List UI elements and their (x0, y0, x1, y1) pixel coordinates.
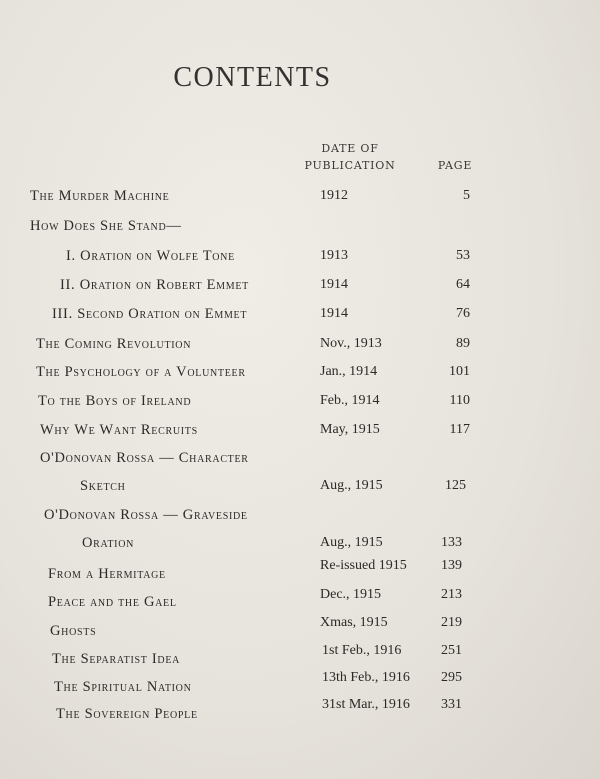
entry-title: How Does She Stand— (30, 218, 182, 234)
toc-entry (0, 503, 600, 527)
entry-title: To the Boys of Ireland (38, 393, 192, 409)
entry-title: O'Donovan Rossa — Character (40, 450, 249, 466)
entry-title: Why We Want Recruits (40, 422, 198, 438)
toc-entry (0, 644, 600, 668)
entry-date: Dec., 1915 (320, 587, 382, 602)
entry-title: Ghosts (50, 623, 97, 639)
entry-page: 53 (456, 248, 470, 263)
date-column-header (300, 140, 400, 174)
toc-entry (0, 302, 600, 326)
entry-page: 110 (449, 393, 470, 408)
date-header-line2: PUBLICATION (304, 159, 396, 172)
toc-entry (0, 558, 600, 582)
entry-date: 1914 (320, 306, 348, 321)
entry-title: The Separatist Idea (52, 651, 181, 667)
toc-entry (0, 616, 600, 640)
entry-title: O'Donovan Rossa — Graveside (44, 507, 248, 523)
entry-page: 331 (441, 697, 462, 712)
entry-date: 1913 (320, 248, 348, 263)
date-header-line1: DATE OF (321, 142, 379, 155)
entry-page: 251 (441, 643, 462, 658)
entry-date: Xmas, 1915 (320, 615, 388, 630)
entry-page: 101 (449, 364, 470, 379)
toc-entry (0, 697, 600, 724)
toc-entry (0, 389, 600, 413)
toc-entry (0, 474, 600, 498)
entry-page: 117 (449, 422, 470, 437)
entry-date: Feb., 1914 (320, 393, 380, 408)
entry-title: Sketch (80, 478, 126, 494)
entry-date: May, 1915 (320, 422, 380, 437)
entry-title: The Coming Revolution (36, 336, 192, 352)
entry-title: Peace and the Gael (48, 594, 177, 610)
entry-title: I. Oration on Wolfe Tone (66, 248, 235, 264)
entry-page: 125 (445, 478, 466, 493)
toc-entry (0, 446, 600, 470)
entry-date: 1912 (320, 188, 348, 203)
entry-page: 133 (441, 535, 462, 550)
entry-date: Re-issued 1915 (320, 558, 407, 573)
entry-date: Aug., 1915 (320, 535, 383, 550)
entry-title: II. Oration on Robert Emmet (60, 277, 249, 293)
entry-date: Nov., 1913 (320, 336, 382, 351)
entry-date: Aug., 1915 (320, 478, 383, 493)
toc-entry (0, 244, 600, 268)
entry-date: Jan., 1914 (320, 364, 378, 379)
entry-page: 295 (441, 670, 462, 685)
entry-page: 5 (463, 188, 470, 203)
entry-title: The Sovereign People (56, 706, 198, 722)
toc-entry (0, 214, 600, 238)
toc-entry (0, 332, 600, 356)
toc-entry (0, 184, 600, 208)
entry-title: The Spiritual Nation (54, 679, 192, 695)
entry-page: 219 (441, 615, 462, 630)
entry-date: 13th Feb., 1916 (322, 670, 410, 685)
entry-page: 139 (441, 558, 462, 573)
entry-date: 1914 (320, 277, 348, 292)
entry-date: 1st Feb., 1916 (322, 643, 402, 658)
entry-page: 89 (456, 336, 470, 351)
entry-page: 64 (456, 277, 470, 292)
page-title: CONTENTS (173, 62, 332, 93)
toc-entry (0, 273, 600, 297)
entry-title: III. Second Oration on Emmet (52, 306, 248, 322)
toc-entry (0, 360, 600, 384)
toc-entry (0, 418, 600, 442)
toc-entry (0, 588, 600, 612)
entry-title: From a Hermitage (48, 566, 166, 582)
entry-title: Oration (82, 535, 135, 551)
entry-title: The Murder Machine (30, 188, 170, 204)
entry-page: 76 (456, 306, 470, 321)
entry-title: The Psychology of a Volunteer (36, 364, 246, 380)
entry-page: 213 (441, 587, 462, 602)
toc-entry (0, 672, 600, 696)
page-column-header: PAGE (437, 159, 473, 172)
toc-entry (0, 531, 600, 555)
entry-date: 31st Mar., 1916 (322, 697, 410, 712)
